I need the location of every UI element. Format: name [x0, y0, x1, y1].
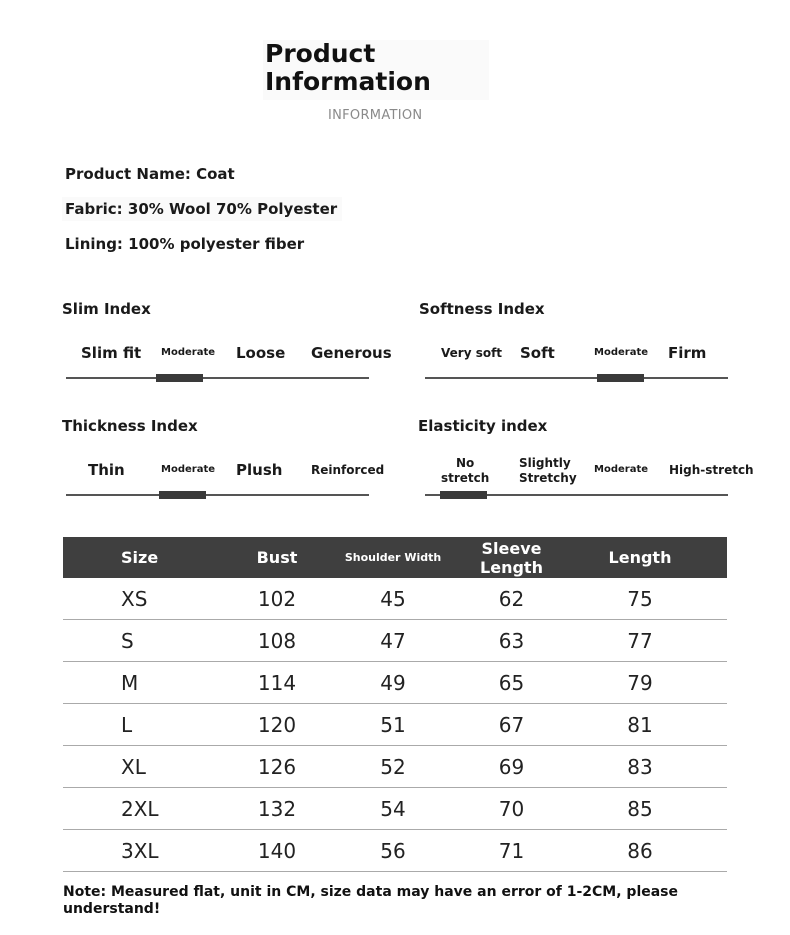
cell-length: 85 [553, 788, 727, 830]
cell-shoulder-width: 56 [316, 830, 470, 872]
cell-bust: 114 [238, 662, 316, 704]
softness-scale-line [425, 377, 728, 379]
cell-bust: 126 [238, 746, 316, 788]
page-subtitle: INFORMATION [328, 108, 423, 123]
thickness-scale-line [66, 494, 369, 496]
thickness-option-moderate: Moderate [161, 464, 216, 475]
header-size: Size [63, 537, 238, 578]
cell-sleeve-length: 65 [470, 662, 553, 704]
thickness-index-title: Thickness Index [62, 417, 198, 435]
slim-option-generous: Generous [311, 344, 392, 362]
softness-option-moderate: Moderate [594, 347, 649, 358]
cell-sleeve-length: 67 [470, 704, 553, 746]
elasticity-option-no-stretch: No stretch [441, 456, 490, 485]
cell-sleeve-length: 69 [470, 746, 553, 788]
cell-sleeve-length: 63 [470, 620, 553, 662]
softness-option-soft: Soft [520, 344, 555, 362]
product-name: Product Name: Coat [65, 165, 235, 183]
cell-shoulder-width: 47 [316, 620, 470, 662]
cell-sleeve-length: 71 [470, 830, 553, 872]
slim-scale-line [66, 377, 369, 379]
table-row [63, 830, 727, 872]
table-row [63, 578, 727, 620]
slim-option-loose: Loose [236, 344, 286, 362]
cell-size: 3XL [63, 830, 238, 872]
product-fabric: Fabric: 30% Wool 70% Polyester [65, 200, 338, 218]
measurement-note: Note: Measured flat, unit in CM, size data may have an error of 1-2CM, please understand! [63, 884, 679, 917]
cell-length: 86 [553, 830, 727, 872]
cell-bust: 120 [238, 704, 316, 746]
slim-selected-marker [156, 374, 203, 382]
cell-shoulder-width: 54 [316, 788, 470, 830]
cell-size: 2XL [63, 788, 238, 830]
size-chart-table [63, 537, 727, 872]
cell-size: XL [63, 746, 238, 788]
cell-bust: 108 [238, 620, 316, 662]
thickness-selected-marker [159, 491, 206, 499]
cell-sleeve-length: 62 [470, 578, 553, 620]
page-title: Product Information [265, 39, 431, 96]
size-table-header [63, 537, 727, 578]
header-length: Length [553, 537, 727, 578]
cell-length: 79 [553, 662, 727, 704]
cell-bust: 132 [238, 788, 316, 830]
cell-shoulder-width: 49 [316, 662, 470, 704]
softness-selected-marker [597, 374, 644, 382]
cell-size: S [63, 620, 238, 662]
slim-option-slim-fit: Slim fit [81, 344, 142, 362]
softness-index-title: Softness Index [419, 300, 545, 318]
cell-shoulder-width: 52 [316, 746, 470, 788]
cell-length: 77 [553, 620, 727, 662]
header-bust: Bust [238, 537, 316, 578]
cell-length: 83 [553, 746, 727, 788]
elasticity-selected-marker [440, 491, 487, 499]
slim-option-moderate: Moderate [161, 347, 216, 358]
cell-bust: 102 [238, 578, 316, 620]
cell-length: 75 [553, 578, 727, 620]
header-sleeve-length: Sleeve Length [470, 537, 553, 578]
slim-index-title: Slim Index [62, 300, 151, 318]
cell-shoulder-width: 51 [316, 704, 470, 746]
cell-bust: 140 [238, 830, 316, 872]
table-row [63, 746, 727, 788]
cell-length: 81 [553, 704, 727, 746]
cell-size: XS [63, 578, 238, 620]
softness-option-firm: Firm [668, 344, 707, 362]
thickness-option-reinforced: Reinforced [311, 463, 385, 477]
cell-shoulder-width: 45 [316, 578, 470, 620]
softness-option-very-soft: Very soft [441, 346, 503, 360]
elasticity-option-moderate: Moderate [594, 464, 649, 475]
thickness-option-thin: Thin [88, 461, 125, 479]
cell-size: L [63, 704, 238, 746]
header-shoulder-width: Shoulder Width [316, 537, 470, 578]
table-row [63, 788, 727, 830]
elasticity-option-slightly-stretchy: Slightly Stretchy [519, 456, 577, 485]
table-row [63, 620, 727, 662]
table-row [63, 704, 727, 746]
elasticity-index-title: Elasticity index [418, 417, 548, 435]
product-lining: Lining: 100% polyester fiber [65, 235, 305, 253]
thickness-option-plush: Plush [236, 461, 283, 479]
elasticity-option-high-stretch: High-stretch [669, 463, 754, 477]
cell-sleeve-length: 70 [470, 788, 553, 830]
cell-size: M [63, 662, 238, 704]
table-row [63, 662, 727, 704]
